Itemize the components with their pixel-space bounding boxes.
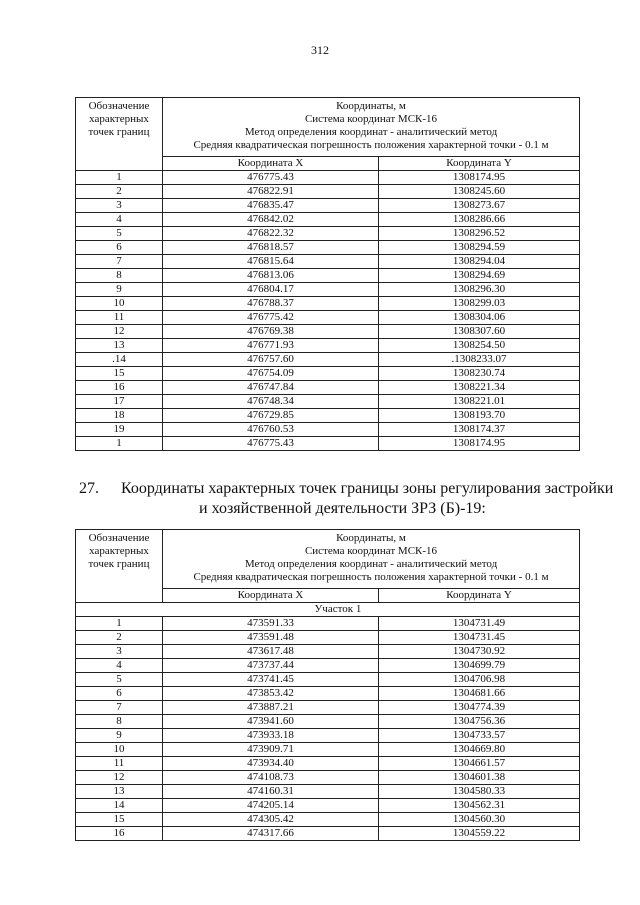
table-row [76,227,580,241]
table-row [76,339,580,353]
point-number-cell: 8 [76,269,163,283]
point-number-cell: 1 [76,171,163,185]
coordinate-x-cell: 476775.43 [163,437,379,451]
point-number-cell: 6 [76,241,163,255]
point-number-cell: 12 [76,771,163,785]
point-number-cell: 18 [76,409,163,423]
coordinate-x-cell: 474108.73 [163,771,379,785]
column-header-x: Координата X [163,157,379,171]
section-title-line-1: Координаты характерных точек границы зоны регулирования застройки [121,480,614,497]
point-number-cell: 14 [76,799,163,813]
table-row [76,325,580,339]
point-number-cell: 8 [76,715,163,729]
header-right-line: Система координат МСК-16 [304,113,438,125]
coordinate-y-cell: 1308230.74 [379,367,580,381]
point-number-cell: 1 [76,437,163,451]
table-row [76,617,580,631]
coordinate-y-cell: 1304774.39 [379,701,580,715]
coordinate-x-cell: 476775.42 [163,311,379,325]
point-number-cell: 5 [76,227,163,241]
coordinate-x-cell: 474305.42 [163,813,379,827]
section-empty-cell [76,603,163,617]
coordinate-x-cell: 473591.48 [163,631,379,645]
coordinate-y-cell: 1308174.37 [379,423,580,437]
coordinate-x-cell: 476775.43 [163,171,379,185]
coordinate-y-cell: 1304731.45 [379,631,580,645]
column-header-x: Координата X [163,589,379,603]
table-row [76,813,580,827]
coordinate-y-cell: 1308254.50 [379,339,580,353]
header-right-line: Координаты, м [336,532,406,544]
coordinate-x-cell: 473887.21 [163,701,379,715]
point-number-cell: 12 [76,325,163,339]
coordinate-x-cell: 476747.84 [163,381,379,395]
coordinate-y-cell: 1304731.49 [379,617,580,631]
page-number: 312 [311,43,329,57]
section-title-line-2: и хозяйственной деятельности ЗРЗ (Б)-19: [199,500,486,517]
coordinate-y-cell: 1304661.57 [379,757,580,771]
coordinate-x-cell: 476842.02 [163,213,379,227]
coordinate-x-cell: 473853.42 [163,687,379,701]
coordinate-x-cell: 476818.57 [163,241,379,255]
point-number-cell: 13 [76,785,163,799]
column-header-y: Координата Y [379,589,580,603]
coordinate-y-cell: .1308233.07 [379,353,580,367]
coordinate-x-cell: 473941.60 [163,715,379,729]
table-row [76,171,580,185]
point-number-cell: 6 [76,687,163,701]
coordinate-x-cell: 474317.66 [163,827,379,841]
table-row [76,437,580,451]
header-right-line: Координаты, м [336,100,406,112]
coordinate-y-cell: 1304559.22 [379,827,580,841]
coordinate-x-cell: 476822.91 [163,185,379,199]
coordinate-y-cell: 1304560.30 [379,813,580,827]
coordinate-x-cell: 476771.93 [163,339,379,353]
table-row [76,395,580,409]
table-row [76,241,580,255]
header-left-line: точек границ [88,126,150,138]
point-number-cell: 15 [76,813,163,827]
coordinates-table-1 [75,97,580,451]
coordinates-table-2 [75,529,580,841]
header-right-line: Средняя квадратическая погрешность положения характерной точки - 0.1 м [193,139,549,151]
header-right-line: Метод определения координат - аналитический метод [244,558,498,570]
coordinate-y-cell: 1304733.57 [379,729,580,743]
coordinate-y-cell: 1308299.03 [379,297,580,311]
point-number-cell: 16 [76,827,163,841]
table-header-row [76,98,580,157]
coordinate-y-cell: 1304706.98 [379,673,580,687]
coordinate-y-cell: 1308245.60 [379,185,580,199]
coordinate-x-cell: 476748.34 [163,395,379,409]
coordinate-x-cell: 474205.14 [163,799,379,813]
coordinate-y-cell: 1308296.30 [379,283,580,297]
point-number-cell: 13 [76,339,163,353]
table-row [76,199,580,213]
coordinate-x-cell: 476822.32 [163,227,379,241]
coordinate-y-cell: 1304580.33 [379,785,580,799]
coordinate-x-cell: 474160.31 [163,785,379,799]
table-row [76,827,580,841]
table-row [76,701,580,715]
table-row [76,715,580,729]
coordinate-x-cell: 476757.60 [163,353,379,367]
coordinate-y-cell: 1304562.31 [379,799,580,813]
table-row [76,311,580,325]
header-right-line: Система координат МСК-16 [304,545,438,557]
point-number-cell: 11 [76,757,163,771]
header-left-line: Обозначение [88,100,150,112]
table-row [76,631,580,645]
coordinate-x-cell: 476804.17 [163,283,379,297]
table-row [76,771,580,785]
table-row [76,255,580,269]
coordinate-x-cell: 473933.18 [163,729,379,743]
point-number-cell: 7 [76,701,163,715]
point-number-cell: 3 [76,199,163,213]
header-left-line: Обозначение [88,532,150,544]
table-row [76,297,580,311]
table-row [76,409,580,423]
header-left-line: характерных [89,113,149,125]
coordinate-y-cell: 1308294.69 [379,269,580,283]
coordinate-y-cell: 1308221.34 [379,381,580,395]
table-row [76,381,580,395]
table-row [76,185,580,199]
header-coordinates-info [163,98,580,157]
coordinate-y-cell: 1304730.92 [379,645,580,659]
coordinate-x-cell: 473591.33 [163,617,379,631]
coordinate-x-cell: 473934.40 [163,757,379,771]
point-number-cell: 19 [76,423,163,437]
table-row [76,353,580,367]
coordinate-x-cell: 473737.44 [163,659,379,673]
coordinate-y-cell: 1308304.06 [379,311,580,325]
coordinate-y-cell: 1304756.36 [379,715,580,729]
header-left-line: характерных [89,545,149,557]
coordinate-y-cell: 1308221.01 [379,395,580,409]
table-row [76,673,580,687]
point-number-cell: 2 [76,185,163,199]
coordinate-x-cell: 476788.37 [163,297,379,311]
coordinate-y-cell: 1304699.79 [379,659,580,673]
point-number-cell: 2 [76,631,163,645]
table-row [76,799,580,813]
point-number-cell: 5 [76,673,163,687]
coordinate-y-cell: 1304601.38 [379,771,580,785]
table-row [76,743,580,757]
point-number-cell: 4 [76,213,163,227]
point-number-cell: 9 [76,283,163,297]
coordinate-x-cell: 476835.47 [163,199,379,213]
table-row [76,659,580,673]
table-row [76,423,580,437]
section-number: 27. [79,480,99,497]
coordinate-y-cell: 1308286.66 [379,213,580,227]
coordinate-x-cell: 476754.09 [163,367,379,381]
coordinate-y-cell: 1308174.95 [379,171,580,185]
coordinate-x-cell: 476815.64 [163,255,379,269]
coordinate-x-cell: 473617.48 [163,645,379,659]
coordinate-y-cell: 1308294.04 [379,255,580,269]
coordinate-y-cell: 1308296.52 [379,227,580,241]
plot-section-row [76,603,580,617]
coordinate-y-cell: 1304681.66 [379,687,580,701]
header-point-designation [76,530,163,603]
table-row [76,269,580,283]
header-point-designation [76,98,163,171]
header-right-line: Метод определения координат - аналитический метод [244,126,498,138]
coordinate-x-cell: 476769.38 [163,325,379,339]
coordinate-y-cell: 1308193.70 [379,409,580,423]
table-row [76,645,580,659]
table-row [76,213,580,227]
table-row [76,367,580,381]
header-coordinates-info [163,530,580,589]
header-right-line: Средняя квадратическая погрешность положения характерной точки - 0.1 м [193,571,549,583]
header-left-line: точек границ [88,558,150,570]
coordinate-x-cell: 473741.45 [163,673,379,687]
point-number-cell: 1 [76,617,163,631]
coordinate-x-cell: 476729.85 [163,409,379,423]
coordinate-x-cell: 476760.53 [163,423,379,437]
column-header-y: Координата Y [379,157,580,171]
table-row [76,785,580,799]
table-row [76,757,580,771]
point-number-cell: 3 [76,645,163,659]
coordinate-y-cell: 1308273.67 [379,199,580,213]
coordinate-y-cell: 1308174.95 [379,437,580,451]
table-row [76,687,580,701]
point-number-cell: 10 [76,297,163,311]
table-row [76,729,580,743]
point-number-cell: 16 [76,381,163,395]
coordinate-y-cell: 1308307.60 [379,325,580,339]
coordinate-x-cell: 473909.71 [163,743,379,757]
plot-section-label: Участок 1 [163,603,580,617]
coordinate-x-cell: 476813.06 [163,269,379,283]
coordinate-y-cell: 1304669.80 [379,743,580,757]
point-number-cell: 17 [76,395,163,409]
table-1-body [76,98,580,451]
point-number-cell: 15 [76,367,163,381]
point-number-cell: 7 [76,255,163,269]
point-number-cell: 11 [76,311,163,325]
table-2-body [76,530,580,841]
table-header-row [76,530,580,589]
table-row [76,283,580,297]
point-number-cell: 9 [76,729,163,743]
point-number-cell: .14 [76,353,163,367]
coordinate-y-cell: 1308294.59 [379,241,580,255]
point-number-cell: 10 [76,743,163,757]
point-number-cell: 4 [76,659,163,673]
